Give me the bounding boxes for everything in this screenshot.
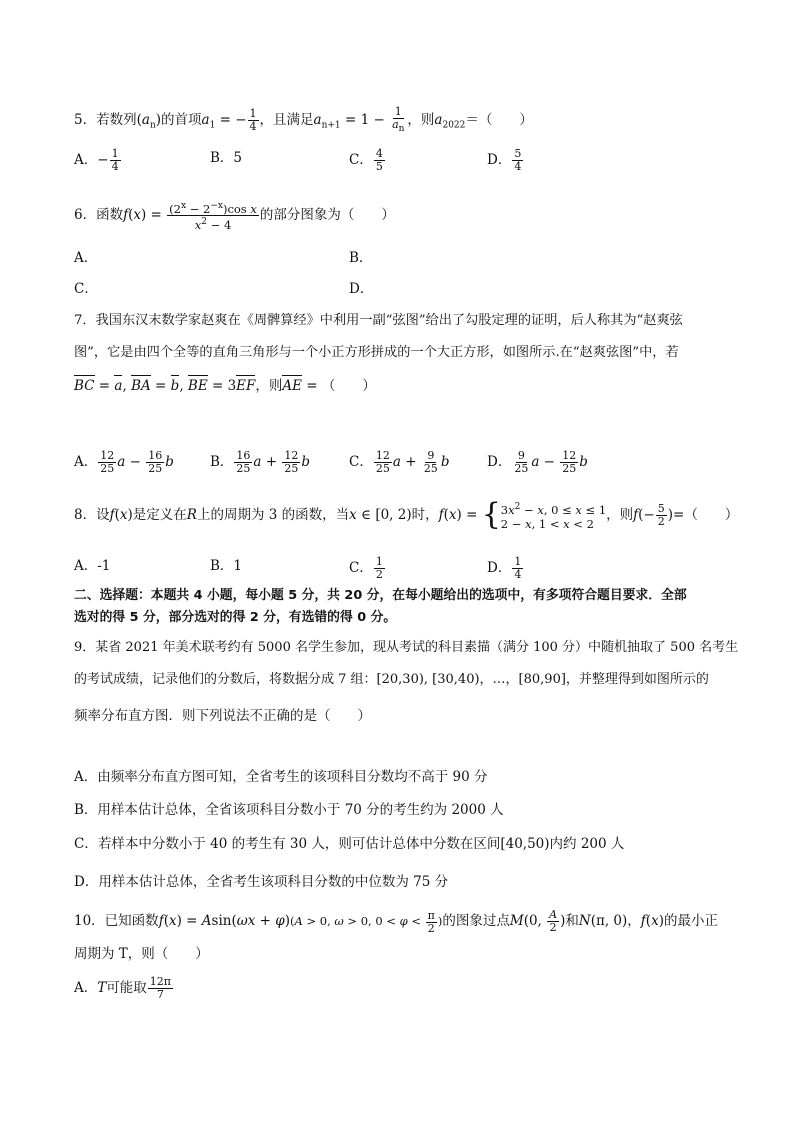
q7-option-d: D． $\frac{9}{25}$ a − $\frac{12}{25}$ b xyxy=(487,449,588,475)
q9-line2: 的考试成绩，记录他们的分数后，将数据分成 7 组：[20,30), [30,40)，…，[80,90]，并整理得到如图所示的 xyxy=(74,672,709,687)
q8-piecewise: f(x) = { $3x^2 - x$, 0 ≤ x ≤ 1 2 − x, 1 < x < 2 xyxy=(438,497,607,533)
q5-text-d: ，则 xyxy=(407,112,435,129)
q5-option-d: D． $\frac{5}{4}$ xyxy=(487,147,522,173)
section2-line2: 选对的得 5 分，部分选对的得 2 分，有选错的得 0 分。 xyxy=(74,610,397,625)
q5-a2022: $a_{2022}$ xyxy=(434,112,466,131)
q5-option-a: A．− $\frac{1}{4}$ xyxy=(74,147,119,173)
q9-option-b: B．用样本估计总体，全省该项科目分数小于 70 分的考生约为 2000 人 xyxy=(74,802,504,818)
q7-line2: 图”，它是由四个全等的直角三角形与一个小正方形拼成的一个大正方形，如图所示.在“赵爽弦图”中，若 xyxy=(74,345,679,360)
q7-vectors: BC = a, BA = b, BE = 3EF xyxy=(74,378,256,394)
q6-option-b: B． xyxy=(349,250,373,266)
q10-stem: 10．已知函数f(x) = Asin(ωx + φ)(A > 0, ω > 0, 0 < φ < $\frac{\pi}{2}$ )的图象过点M(0, $\frac{A}{2}$ )和N(π, 0)，f(x)的最小正 xyxy=(74,908,718,935)
q6-option-d: D． xyxy=(349,281,374,297)
q5-option-c: C． $\frac{4}{5}$ xyxy=(349,147,383,173)
q5-a1: $a_1$ = − $\frac{1}{4}$ xyxy=(201,107,257,134)
q9-line1: 9．某省 2021 年美术联考约有 5000 名学生参加，现从考试的科目素描（满分 100 分）中随机抽取了 500 名考生 xyxy=(74,640,739,655)
q9-line3: 频率分布直方图．则下列说法不正确的是（ ） xyxy=(74,708,371,724)
q8-option-d: D． $\frac{1}{4}$ xyxy=(487,555,522,581)
q6-option-c: C． xyxy=(74,281,98,297)
q5-option-b: B．5 xyxy=(210,150,243,166)
q6-stem: 6．函数f(x) = $\frac{(2^x - 2^{-x})\cos x}{x^2 - 4}$ 的部分图象为（ ） xyxy=(74,201,395,232)
q8-option-a: A．-1 xyxy=(74,558,111,574)
section2-line1: 二、选择题：本题共 4 小题，每小题 5 分，共 20 分，在每小题给出的选项中，有多项符合题目要求．全部 xyxy=(74,588,687,603)
q5-text-a: 5．若数列 xyxy=(74,112,137,129)
q5-recur: $a_{n+1} = 1$ − $\frac{1}{a_n}$ xyxy=(313,105,405,135)
q6-func: f(x) = $\frac{(2^x - 2^{-x})\cos x}{x^2 - 4}$ xyxy=(123,201,257,232)
q5-stem xyxy=(74,106,533,136)
q7-line3: BC = a, BA = b, BE = 3EF，则AE = （ ） xyxy=(74,378,376,394)
q8-option-b: B．1 xyxy=(210,558,243,574)
q5-text-b: 的首项 xyxy=(161,112,202,129)
q10-func: f(x) = Asin(ωx + φ)(A > 0, ω > 0, 0 < φ < $\frac{\pi}{2}$ ) xyxy=(158,908,443,935)
q9-option-c: C．若样本中分数小于 40 的考生有 30 人，则可估计总体中分数在区间[40,50)内约 200 人 xyxy=(74,836,625,852)
q7-option-b: B． $\frac{16}{25}$ a + $\frac{12}{25}$ b xyxy=(210,449,311,475)
q6-option-a: A． xyxy=(74,250,98,266)
q7-line1: 7．我国东汉末数学家赵爽在《周髀算经》中利用一副“弦图”给出了勾股定理的证明，后人称其为“赵爽弦 xyxy=(74,313,683,328)
q10-line2: 周期为 T，则（ ） xyxy=(74,946,209,962)
q7-option-a: A． $\frac{12}{25}$ a − $\frac{16}{25}$ b xyxy=(74,449,174,475)
q8-stem: 8．设f(x)是定义在R上的周期为 3 的函数，当x ∈ [0, 2)时，f(x) = { $3x^2 - x$, 0 ≤ x ≤ 1 2 − x, 1 < x < 2 ，则f(− $\frac{5}{2}$ )=（ ） xyxy=(74,497,739,533)
q9-option-d: D．用样本估计总体，全省考生该项科目分数的中位数为 75 分 xyxy=(74,874,449,890)
q5-text-e: ＝（ ） xyxy=(465,112,533,129)
q9-option-a: A．由频率分布直方图可知，全省考生的该项科目分数均不高于 90 分 xyxy=(74,769,488,785)
q8-option-c: C． $\frac{1}{2}$ xyxy=(349,555,383,581)
q10-option-a: A．T可能取 $\frac{12\pi}{7}$ xyxy=(74,975,171,1001)
q5-text-c: ，且满足 xyxy=(259,112,314,129)
q5-seq: $(a_n)$ xyxy=(136,112,162,131)
q7-ae: AE xyxy=(282,378,303,394)
q7-option-c: C． $\frac{12}{25}$ a + $\frac{9}{25}$ b xyxy=(349,449,450,475)
